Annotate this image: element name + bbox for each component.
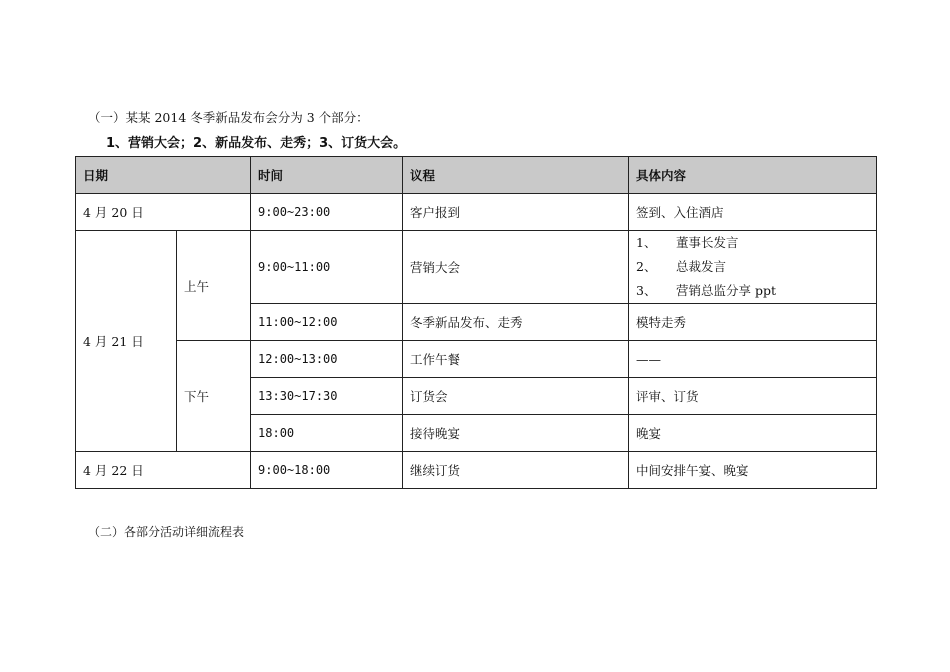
agenda-cell: 营销大会 <box>403 231 629 304</box>
date-cell: 4 月 20 日 <box>76 194 251 231</box>
detail-list-cell <box>629 231 877 304</box>
table-row <box>76 452 877 489</box>
detail-cell: 中间安排午宴、晚宴 <box>629 452 877 489</box>
detail-cell: 模特走秀 <box>629 304 877 341</box>
detail-cell: 签到、入住酒店 <box>629 194 877 231</box>
time-cell: 12:00~13:00 <box>251 341 403 378</box>
table-row <box>76 194 877 231</box>
header-time: 时间 <box>251 157 403 194</box>
detail-cell: 评审、订货 <box>629 378 877 415</box>
agenda-cell: 客户报到 <box>403 194 629 231</box>
header-agenda: 议程 <box>403 157 629 194</box>
header-date: 日期 <box>76 157 251 194</box>
time-cell: 13:30~17:30 <box>251 378 403 415</box>
header-detail: 具体内容 <box>629 157 877 194</box>
detail-cell: —— <box>629 341 877 378</box>
list-item: 2、 总裁发言 <box>636 259 727 274</box>
time-cell: 9:00~23:00 <box>251 194 403 231</box>
agenda-cell: 继续订货 <box>403 452 629 489</box>
time-cell: 9:00~18:00 <box>251 452 403 489</box>
agenda-cell: 订货会 <box>403 378 629 415</box>
list-item: 3、 营销总监分享 ppt <box>636 283 777 298</box>
time-cell: 11:00~12:00 <box>251 304 403 341</box>
parts-summary: 1、营销大会；2、新品发布、走秀；3、订货大会。 <box>106 136 407 151</box>
agenda-cell: 工作午餐 <box>403 341 629 378</box>
time-cell: 18:00 <box>251 415 403 452</box>
schedule-table <box>75 156 877 489</box>
time-cell: 9:00~11:00 <box>251 231 403 304</box>
section-heading: （二）各部分活动详细流程表 <box>88 525 245 539</box>
date-cell: 4 月 21 日 <box>76 231 177 452</box>
detail-cell: 晚宴 <box>629 415 877 452</box>
agenda-cell: 接待晚宴 <box>403 415 629 452</box>
agenda-cell: 冬季新品发布、走秀 <box>403 304 629 341</box>
table-row <box>76 231 877 304</box>
period-afternoon: 下午 <box>177 341 251 452</box>
table-row <box>76 341 877 378</box>
date-cell: 4 月 22 日 <box>76 452 251 489</box>
list-item: 1、 董事长发言 <box>636 235 739 250</box>
intro-line: （一）某某 2014 冬季新品发布会分为 3 个部分： <box>88 110 369 125</box>
period-morning: 上午 <box>177 231 251 341</box>
table-header-row <box>76 157 877 194</box>
